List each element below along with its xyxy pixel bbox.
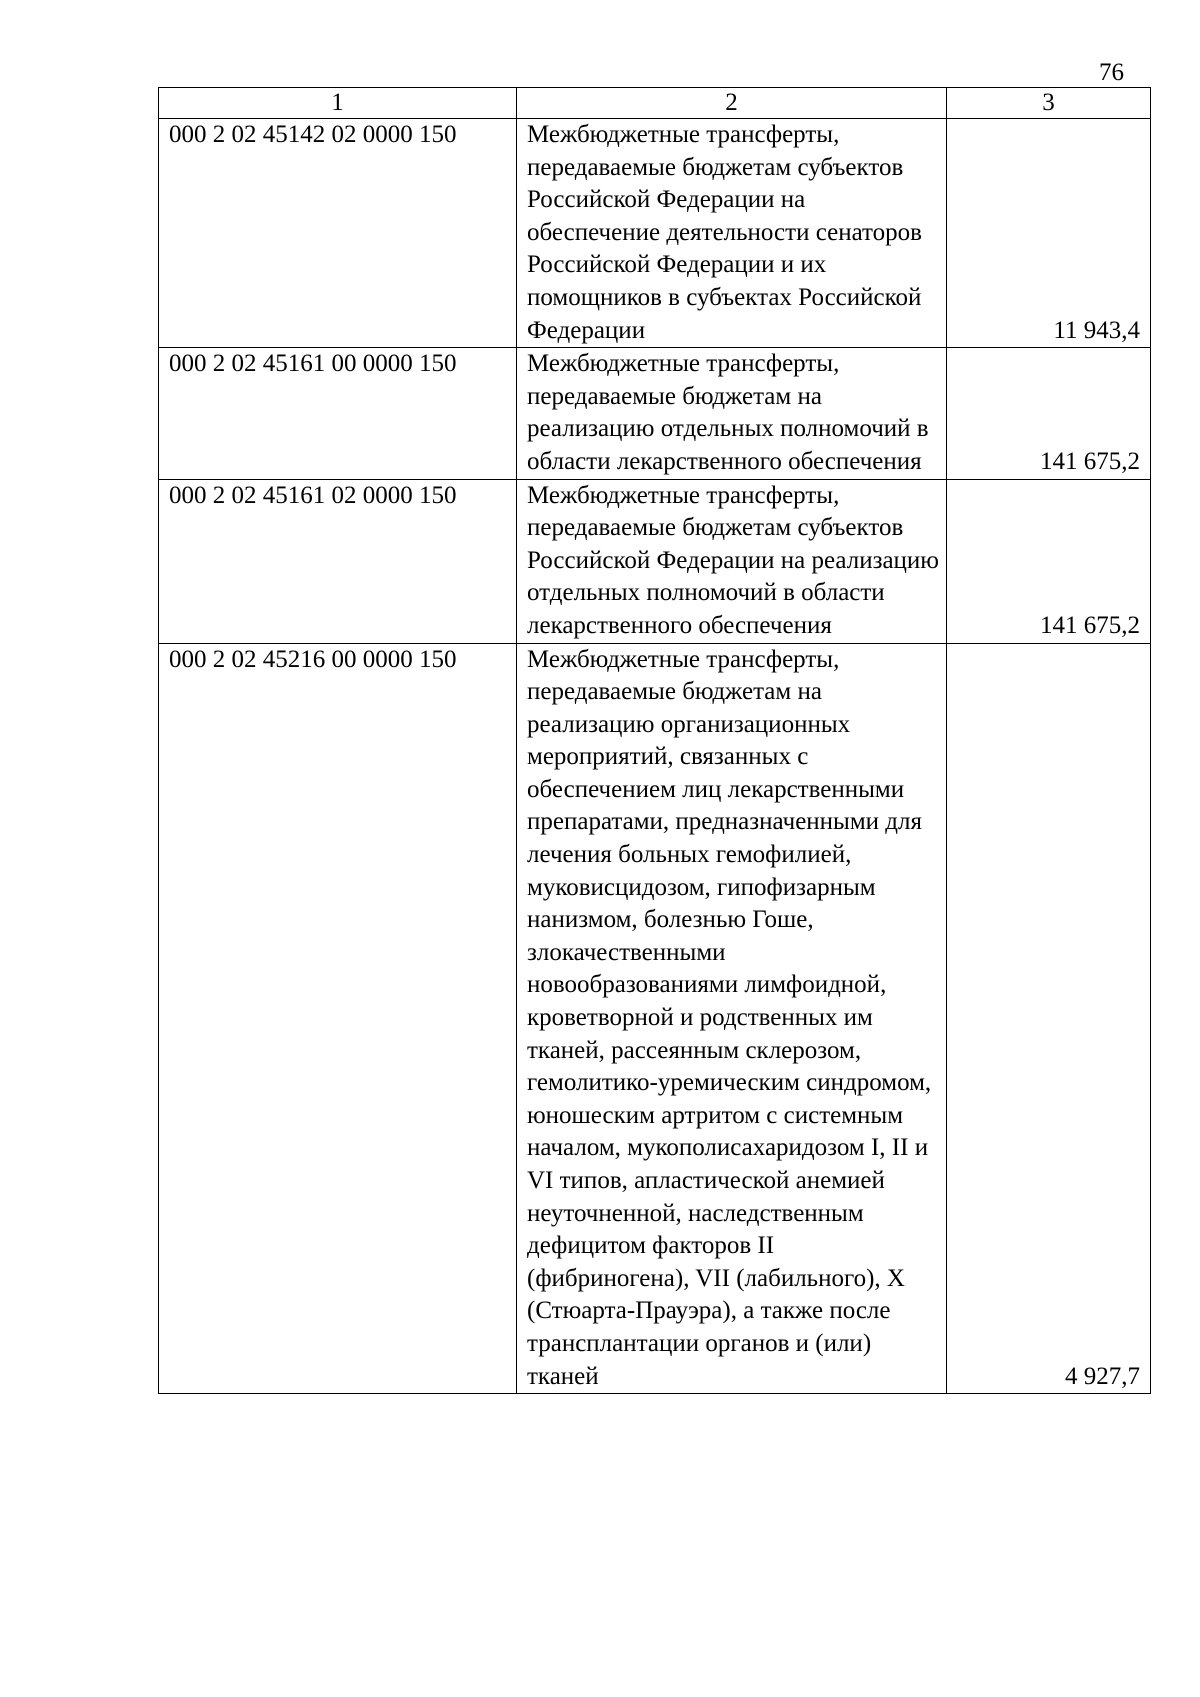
row-description: Межбюджетные трансферты, передаваемые бюджетам на реализацию организационных мероприятий, связанных с обеспечением лиц лекарственными препаратами, предназначенными для лечения больных гемофилией, муковисцидозом, гипофизарным нанизмом, болезнью Гоше, злокачественными новообразованиями лимфоидной, кроветворной и родственных им тканей, рассеянным склерозом, гемолитико-уремическим синдромом, юношеским артритом с системным началом, мукополисахаридозом I, II и VI типов, апластической анемией неуточненной, наследственным дефицитом факторов II (фибриногена), VII (лабильного), X (Стюарта-Прауэра), а также после трансплантации органов и (или) тканей (517, 643, 947, 1394)
row-description: Межбюджетные трансферты, передаваемые бюджетам на реализацию отдельных полномочий в области лекарственного обеспечения (517, 348, 947, 479)
table-row (159, 119, 1151, 348)
column-header-code: 1 (159, 88, 517, 119)
column-header-description: 2 (517, 88, 947, 119)
row-code: 000 2 02 45142 02 0000 150 (159, 119, 517, 348)
row-description: Межбюджетные трансферты, передаваемые бюджетам субъектов Российской Федерации на обеспечение деятельности сенаторов Российской Федерации и их помощников в субъектах Российской Федерации (517, 119, 947, 348)
row-amount: 141 675,2 (947, 479, 1151, 643)
row-code: 000 2 02 45161 02 0000 150 (159, 479, 517, 643)
table-header-row (159, 88, 1151, 119)
row-code: 000 2 02 45216 00 0000 150 (159, 643, 517, 1394)
page-number: 76 (1099, 59, 1124, 86)
table-row (159, 348, 1151, 479)
row-code: 000 2 02 45161 00 0000 150 (159, 348, 517, 479)
table-row (159, 643, 1151, 1394)
row-amount: 4 927,7 (947, 643, 1151, 1394)
table-row (159, 479, 1151, 643)
row-amount: 11 943,4 (947, 119, 1151, 348)
budget-table (158, 87, 1151, 1394)
column-header-amount: 3 (947, 88, 1151, 119)
row-description: Межбюджетные трансферты, передаваемые бюджетам субъектов Российской Федерации на реализацию отдельных полномочий в области лекарственного обеспечения (517, 479, 947, 643)
row-amount: 141 675,2 (947, 348, 1151, 479)
